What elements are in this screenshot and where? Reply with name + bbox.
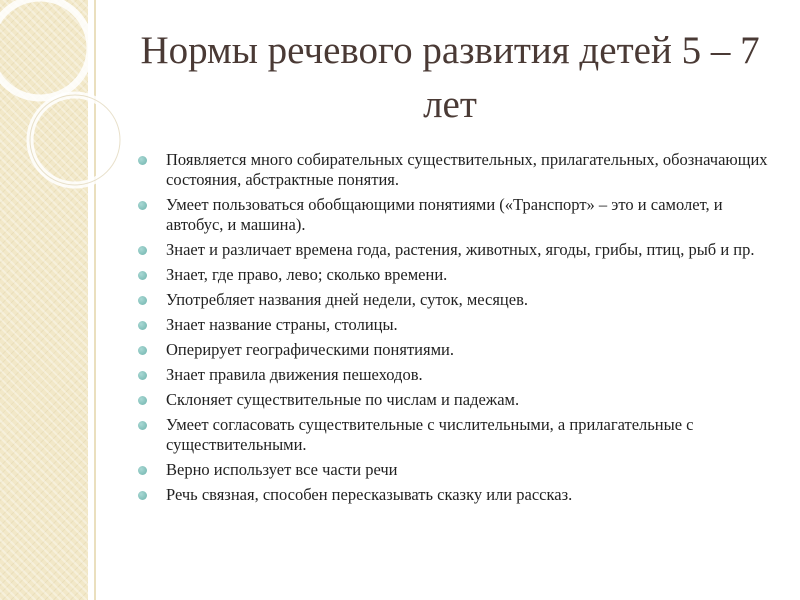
bullet-icon (138, 156, 147, 165)
bullet-icon (138, 321, 147, 330)
list-item (136, 315, 776, 335)
list-item (136, 150, 776, 190)
list-item (136, 415, 776, 455)
list-item-text: Знает название страны, столицы. (166, 315, 398, 334)
list-item (136, 390, 776, 410)
slide-title: Нормы речевого развития детей 5 – 7 лет (140, 29, 760, 126)
list-item (136, 340, 776, 360)
list-item-text: Умеет согласовать существительные с числительными, а прилагательные с существительными. (166, 415, 694, 454)
bullet-icon (138, 246, 147, 255)
list-item (136, 195, 776, 235)
list-item-text: Знает правила движения пешеходов. (166, 365, 423, 384)
list-item (136, 240, 776, 260)
list-item-text: Появляется много собирательных существительных, прилагательных, обозначающих состояния, абстрактные понятия. (166, 150, 768, 189)
bullet-icon (138, 421, 147, 430)
list-item-text: Оперирует географическими понятиями. (166, 340, 454, 359)
list-item (136, 460, 776, 480)
bullet-icon (138, 396, 147, 405)
list-item (136, 485, 776, 505)
list-item (136, 365, 776, 385)
list-item-text: Речь связная, способен пересказывать сказку или рассказ. (166, 485, 573, 504)
bullet-icon (138, 466, 147, 475)
list-item-text: Склоняет существительные по числам и падежам. (166, 390, 520, 409)
list-item (136, 265, 776, 285)
bullet-icon (138, 201, 147, 210)
bullet-list (136, 150, 776, 510)
list-item-text: Употребляет названия дней недели, суток, месяцев. (166, 290, 528, 309)
list-item-text: Умеет пользоваться обобщающими понятиями («Транспорт» – это и самолет, и автобус, и машина). (166, 195, 723, 234)
list-item-text: Знает, где право, лево; сколько времени. (166, 265, 448, 284)
list-item-text: Верно использует все части речи (166, 460, 398, 479)
bullet-icon (138, 296, 147, 305)
list-item-text: Знает и различает времена года, растения, животных, ягоды, грибы, птиц, рыб и пр. (166, 240, 755, 259)
bullet-icon (138, 491, 147, 500)
list-item (136, 290, 776, 310)
decorative-rings-icon (0, 0, 140, 220)
bullet-icon (138, 271, 147, 280)
bullet-icon (138, 371, 147, 380)
bullet-icon (138, 346, 147, 355)
